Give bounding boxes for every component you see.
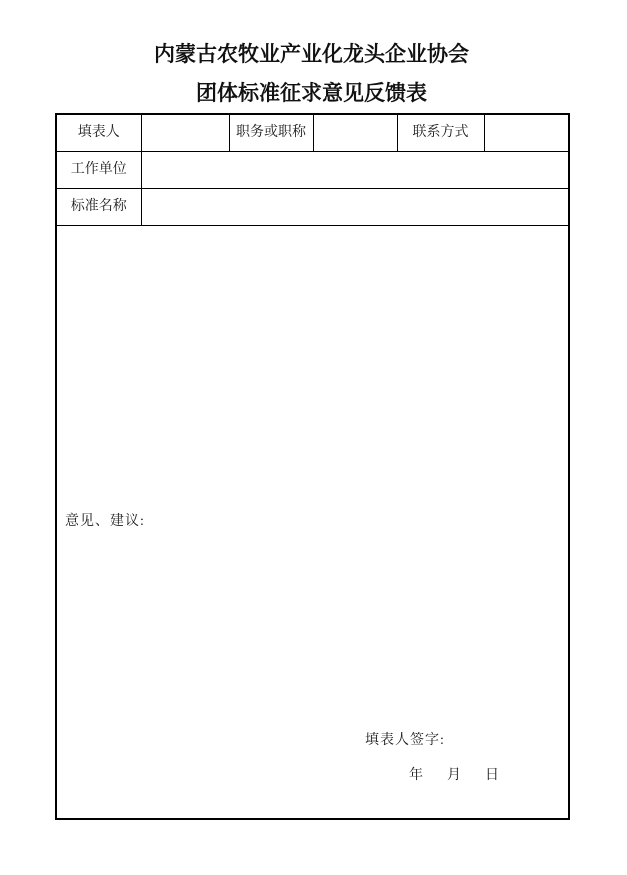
document-title [55,44,568,105]
signature-label: 填表人签字: [365,732,445,748]
contact-method-label: 联系方式 [397,114,484,151]
title-form-name: 团体标准征求意见反馈表 [196,82,427,105]
table-row-standard-name [56,188,569,225]
table-row-comments [56,225,569,819]
date-year-label: 年 [409,767,423,783]
date-month-label: 月 [447,767,461,783]
date-day-label: 日 [485,767,499,783]
position-title-field[interactable] [313,114,397,151]
filler-name-field[interactable] [141,114,229,151]
date-line [409,767,499,785]
feedback-form-table [55,113,570,820]
contact-method-field[interactable] [484,114,569,151]
title-association-name: 内蒙古农牧业产业化龙头企业协会 [154,43,469,66]
table-row-work-unit [56,151,569,188]
table-row-person [56,114,569,151]
standard-name-field[interactable] [141,188,569,225]
work-unit-label: 工作单位 [56,151,141,188]
comments-label: 意见、建议: [65,513,145,529]
position-title-label: 职务或职称 [229,114,313,151]
standard-name-label: 标准名称 [56,188,141,225]
filler-name-label: 填表人 [56,114,141,151]
comments-field[interactable] [56,225,569,819]
work-unit-field[interactable] [141,151,569,188]
